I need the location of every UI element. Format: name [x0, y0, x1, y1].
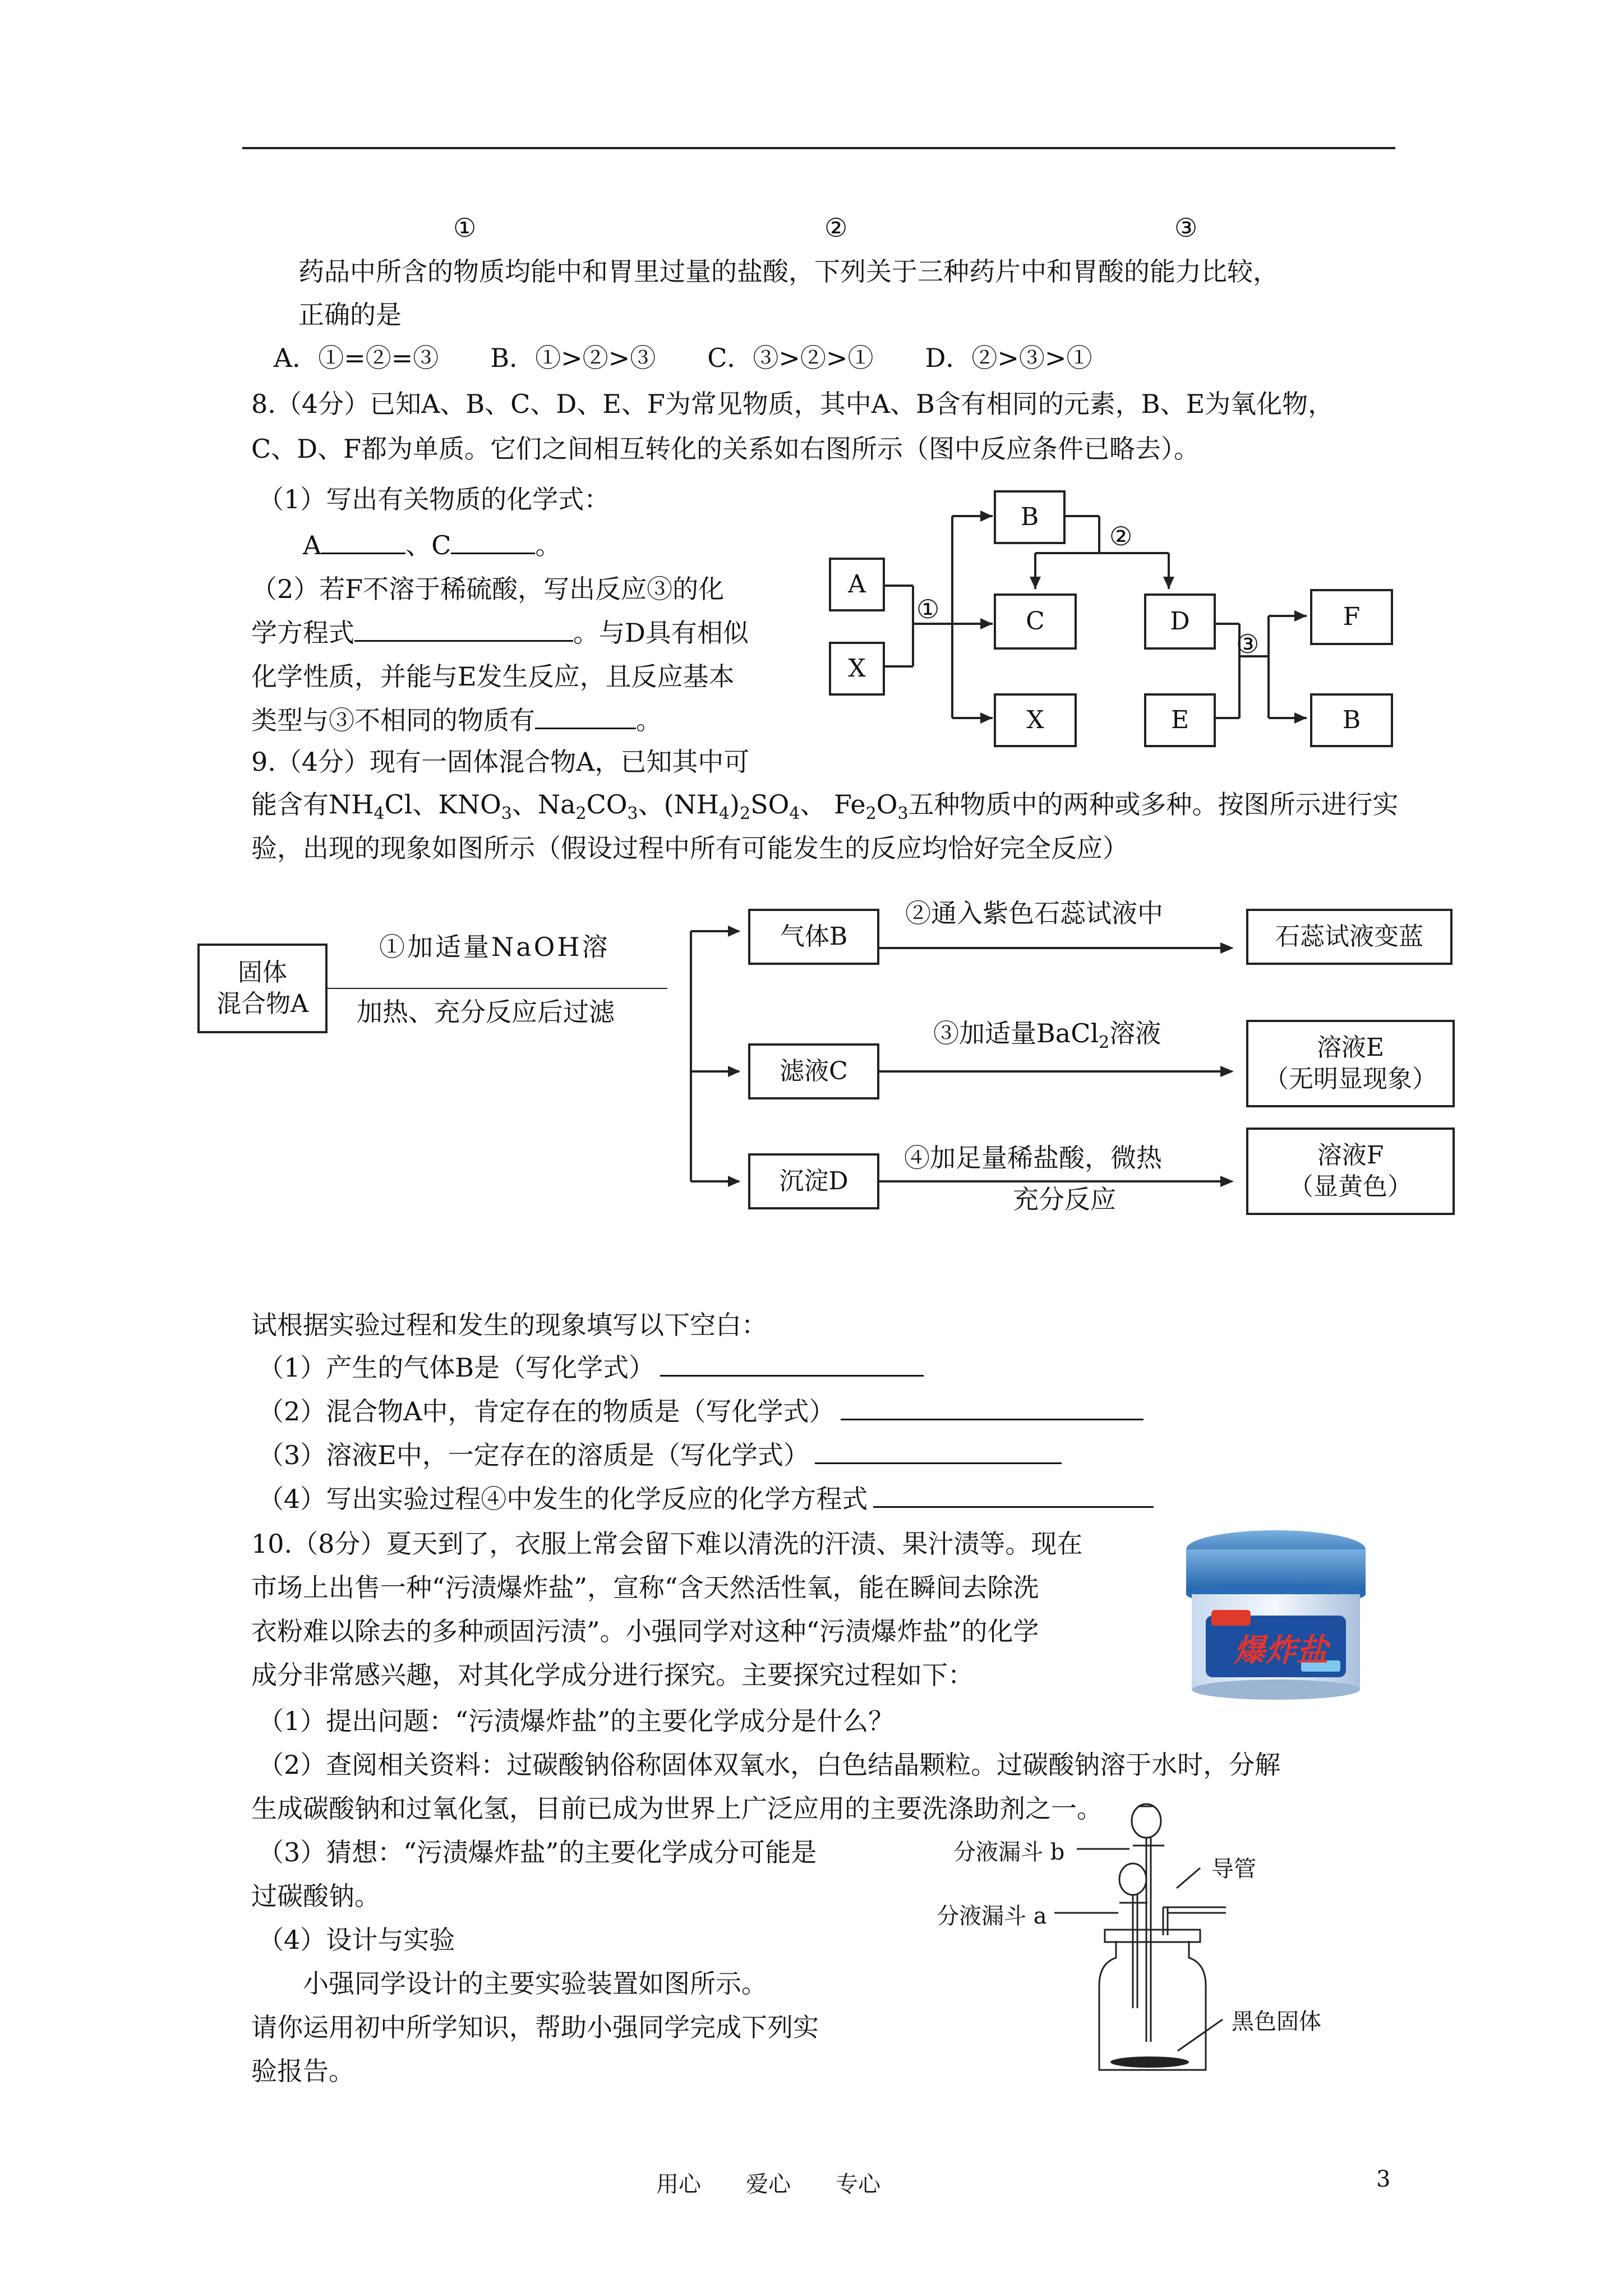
page-number: 3 — [1376, 2166, 1391, 2192]
box-f: F — [1310, 589, 1393, 645]
product-logo: 爆炸盐 — [1234, 1632, 1328, 1669]
reaction-3-label: ③ — [1236, 629, 1260, 659]
box-d: D — [1144, 593, 1216, 650]
q9-fill1: （1）产生的气体B是（写化学式） — [258, 1352, 924, 1383]
box-e: E — [1144, 693, 1216, 747]
q10-p3-line1: （3）猜想：“污渍爆炸盐”的主要化学成分可能是 — [258, 1837, 817, 1867]
q7-options: A．①=②=③ B．①>②>③ C．③>②>① D．②>③>① — [274, 343, 1092, 373]
flow-result-b: 石蕊试液变蓝 — [1246, 909, 1453, 965]
q10-p5: 小强同学设计的主要实验装置如图所示。 — [303, 1968, 767, 1999]
label-funnel-a: 分液漏斗 a — [937, 1903, 1047, 1929]
flow-gas-b: 气体B — [748, 909, 879, 965]
q8-sub1: （1）写出有关物质的化学式： — [258, 484, 610, 514]
box-x1: X — [829, 642, 885, 696]
q9-fill2: （2）混合物A中，肯定存在的物质是（写化学式） — [258, 1396, 1144, 1427]
q8-sub2-line1: （2）若F不溶于稀硫酸，写出反应③的化 — [251, 574, 725, 604]
q10-line1: 10.（8分）夏天到了，衣服上常会留下难以清洗的汗渍、果汁渍等。现在 — [251, 1529, 1083, 1559]
reaction-1-label: ① — [916, 594, 940, 624]
q8-line1: 8.（4分）已知A、B、C、D、E、F为常见物质，其中A、B含有相同的元素，B、E为氧化物， — [251, 389, 1334, 419]
q8-sub2-line4: 类型与③不相同的物质有 。 — [251, 705, 662, 735]
flow-precip-d: 沉淀D — [748, 1153, 879, 1209]
box-a: A — [829, 558, 885, 611]
q9-line1: 9.（4分）现有一固体混合物A，已知其中可 — [251, 747, 750, 777]
flow-step2: ②通入紫色石蕊试液中 — [905, 898, 1163, 928]
footer-text: 用心 爱心 专心 — [656, 2171, 880, 2197]
box-c: C — [994, 593, 1077, 650]
q9-fill4: （4）写出实验过程④中发生的化学反应的化学方程式 — [258, 1483, 1154, 1515]
q10-p2-line1: （2）查阅相关资料：过碳酸钠俗称固体双氧水，白色结晶颗粒。过碳酸钠溶于水时，分解 — [258, 1750, 1281, 1780]
q10-line2: 市场上出售一种“污渍爆炸盐”，宣称“含天然活性氧，能在瞬间去除洗 — [251, 1572, 1039, 1603]
flow-start-box: 固体 混合物A — [197, 944, 328, 1033]
box-b1: B — [994, 490, 1066, 544]
box-x2: X — [994, 693, 1077, 747]
flow-step1-top: ①加适量NaOH溶 — [379, 932, 610, 962]
label-funnel-b: 分液漏斗 b — [953, 1839, 1065, 1865]
box-b2: B — [1310, 693, 1393, 747]
q8-sub2-line2: 学方程式 。与D具有相似 — [251, 618, 749, 648]
label-tube: 导管 — [1211, 1856, 1256, 1882]
q10-line3: 衣粉难以除去的多种顽固污渍”。小强同学对这种“污渍爆炸盐”的化学 — [251, 1616, 1039, 1646]
q10-p4: （4）设计与实验 — [258, 1925, 455, 1955]
q10-p2-line2: 生成碳酸钠和过氧化氢，目前已成为世界上广泛应用的主要洗涤助剂之一。 — [251, 1793, 1103, 1824]
q7-line2: 正确的是 — [298, 300, 402, 330]
flow-filtrate-c: 滤液C — [748, 1043, 879, 1099]
label-solid: 黑色固体 — [1232, 2009, 1321, 2035]
q8-sub1-answer: A 、C 。 — [303, 530, 561, 560]
q9-line2: 能含有$NH_4Cl$、$KNO_3$、$Na_2CO_3$、$(NH_4)_2SO_4$、 $Fe_2O_3$五种物质中的两种或多种。按图所示进行实 — [251, 789, 1399, 824]
flow-step1-bottom: 加热、充分反应后过滤 — [357, 997, 615, 1027]
flow-step3: ③加适量BaCl$_2$溶液 — [933, 1018, 1161, 1053]
q8-line2: C、D、F都为单质。它们之间相互转化的关系如右图所示（图中反应条件已略去）。 — [251, 434, 1200, 464]
q7-line1: 药品中所含的物质均能中和胃里过量的盐酸，下列关于三种药片中和胃酸的能力比较， — [298, 256, 1279, 287]
flow-step4-b: 充分反应 — [1013, 1184, 1116, 1214]
flow-result-f: 溶液F （显黄色） — [1246, 1128, 1455, 1215]
q10-line4: 成分非常感兴趣，对其化学成分进行探究。主要探究过程如下： — [251, 1660, 974, 1690]
q8-sub2-line3: 化学性质，并能与E发生反应，且反应基本 — [251, 661, 735, 692]
flow-step4-a: ④加足量稀盐酸，微热 — [904, 1143, 1162, 1173]
label-1: ① — [453, 213, 477, 243]
q10-p3-line2: 过碳酸钠。 — [251, 1881, 380, 1911]
q9-fill3: （3）溶液E中，一定存在的溶质是（写化学式） — [258, 1439, 1062, 1471]
label-2: ② — [824, 213, 848, 243]
label-3: ③ — [1174, 213, 1198, 243]
q10-p1: （1）提出问题：“污渍爆炸盐”的主要化学成分是什么？ — [258, 1706, 895, 1736]
q9-line3: 验，出现的现象如图所示（假设过程中所有可能发生的反应均恰好完全反应） — [251, 833, 1128, 863]
q10-p6-line2: 验报告。 — [251, 2056, 354, 2086]
reaction-2-label: ② — [1109, 521, 1133, 551]
q10-p6-line1: 请你运用初中所学知识，帮助小强同学完成下列实 — [251, 2012, 819, 2042]
q9-fill-intro: 试根据实验过程和发生的现象填写以下空白： — [251, 1310, 767, 1340]
flow-result-e: 溶液E （无明显现象） — [1246, 1020, 1455, 1107]
